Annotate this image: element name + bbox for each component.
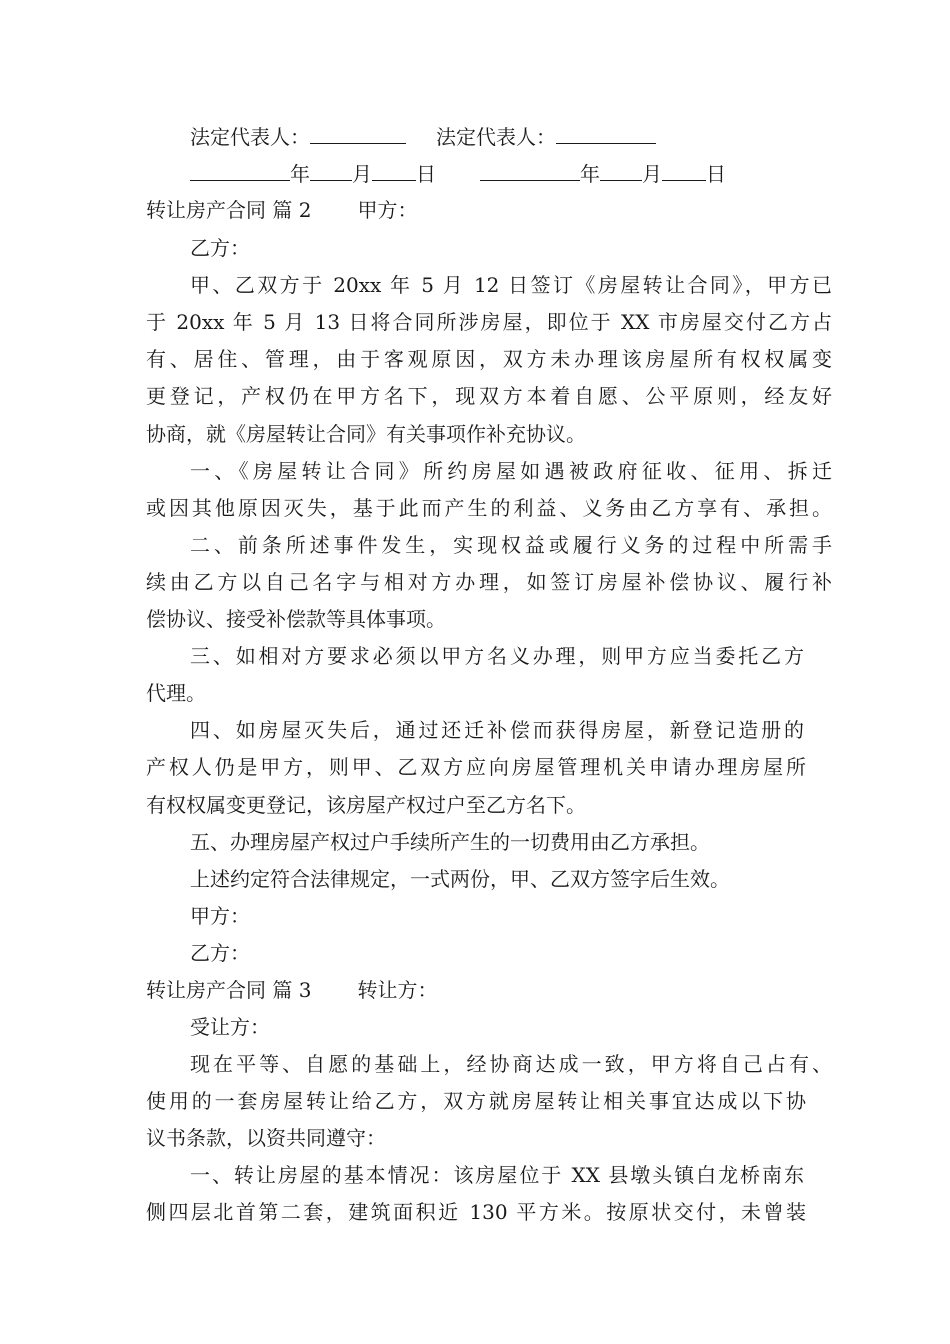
paragraph-line: 一、转让房屋的基本情况：该房屋位于 XX 县墩头镇白龙桥南东 (190, 1163, 804, 1187)
paragraph-line: 有权权属变更登记，该房屋产权过户至乙方名下。 (146, 793, 586, 817)
month-a-blank (310, 160, 352, 181)
paragraph-line: 或因其他原因灭失，基于此而产生的利益、义务由乙方享有、承担。 (146, 496, 832, 520)
date-row (190, 160, 890, 187)
paragraph-line: 代理。 (146, 681, 206, 705)
party-a-signature-label: 甲方： (190, 904, 250, 928)
section2-party-a-label: 甲方： (357, 198, 418, 222)
rep-b-label: 法定代表人： (436, 125, 556, 149)
paragraph-line: 协商，就《房屋转让合同》有关事项作补充协议。 (146, 422, 586, 446)
paragraph-line: 续由乙方以自己名字与相对方办理，如签订房屋补偿协议、履行补 (146, 570, 832, 594)
day-b-label: 日 (706, 162, 726, 186)
rep-a-label: 法定代表人： (190, 125, 310, 149)
paragraph-line: 甲、乙双方于 20xx 年 5 月 12 日签订《房屋转让合同》，甲方已 (190, 273, 832, 297)
paragraph-line: 于 20xx 年 5 月 13 日将合同所涉房屋，即位于 XX 市房屋交付乙方占 (146, 310, 832, 334)
year-a-blank (190, 160, 290, 181)
paragraph-line: 议书条款，以资共同遵守： (146, 1126, 386, 1150)
paragraph-line: 三、如相对方要求必须以甲方名义办理，则甲方应当委托乙方 (190, 644, 804, 668)
representative-row (190, 123, 890, 150)
section3-heading-row (146, 977, 846, 1003)
section2-heading-row (146, 197, 846, 223)
day-a-label: 日 (416, 162, 436, 186)
year-b-blank (480, 160, 580, 181)
paragraph-line: 偿协议、接受补偿款等具体事项。 (146, 607, 446, 631)
paragraph-line: 五、办理房屋产权过户手续所产生的一切费用由乙方承担。 (190, 830, 710, 854)
paragraph-line: 上述约定符合法律规定，一式两份，甲、乙双方签字后生效。 (190, 867, 730, 891)
month-a-label: 月 (352, 162, 372, 186)
month-b-label: 月 (642, 162, 662, 186)
paragraph-line: 现在平等、自愿的基础上，经协商达成一致，甲方将自己占有、 (190, 1052, 832, 1076)
rep-b-blank (556, 123, 656, 144)
party-b-signature-label: 乙方： (190, 941, 250, 965)
section2-party-b-label: 乙方： (190, 236, 250, 260)
paragraph-line: 使用的一套房屋转让给乙方，双方就房屋转让相关事宜达成以下协 (146, 1089, 806, 1113)
section3-heading: 转让房产合同 篇 3 (146, 978, 312, 1002)
paragraph-line: 更登记，产权仍在甲方名下，现双方本着自愿、公平原则，经友好 (146, 384, 832, 408)
section3-transferor-label: 转让方： (357, 978, 438, 1002)
paragraph-line: 四、如房屋灭失后，通过还迁补偿而获得房屋，新登记造册的 (190, 718, 804, 742)
month-b-blank (600, 160, 642, 181)
year-b-label: 年 (580, 162, 600, 186)
paragraph-line: 一、《房屋转让合同》所约房屋如遇被政府征收、征用、拆迁 (190, 459, 832, 483)
year-a-label: 年 (290, 162, 310, 186)
paragraph-line: 侧四层北首第二套，建筑面积近 130 平方米。按原状交付，未曾装 (146, 1200, 806, 1224)
day-a-blank (372, 160, 416, 181)
paragraph-line: 产权人仍是甲方，则甲、乙双方应向房屋管理机关申请办理房屋所 (146, 755, 806, 779)
paragraph-line: 有、居住、管理，由于客观原因，双方未办理该房屋所有权权属变 (146, 347, 832, 371)
day-b-blank (662, 160, 706, 181)
paragraph-line: 二、前条所述事件发生，实现权益或履行义务的过程中所需手 (190, 533, 832, 557)
section3-transferee-label: 受让方： (190, 1015, 270, 1039)
rep-a-blank (310, 123, 406, 144)
section2-heading: 转让房产合同 篇 2 (146, 198, 312, 222)
